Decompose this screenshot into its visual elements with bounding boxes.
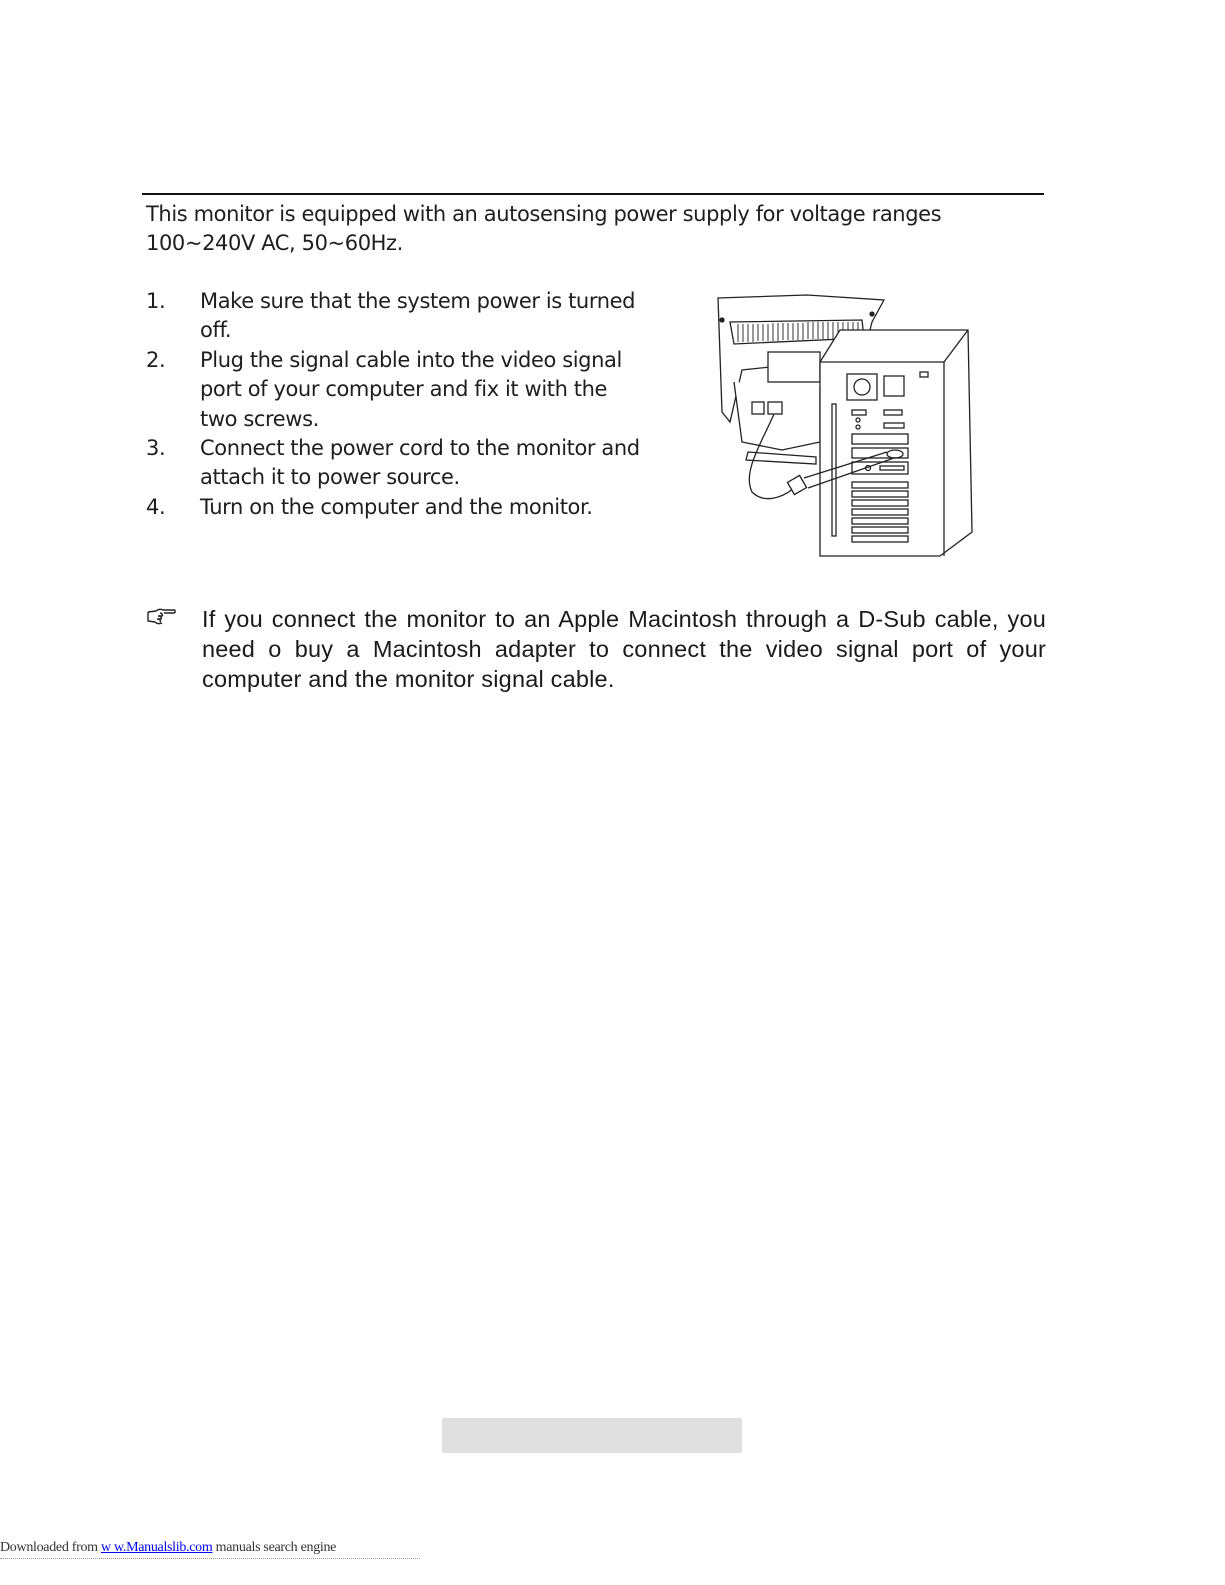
step-item-3 <box>146 434 646 493</box>
footer-prefix: Downloaded from <box>0 1540 101 1555</box>
intro-paragraph <box>146 200 1026 258</box>
step-item-4 <box>146 493 646 522</box>
footer-dotted-rule <box>0 1558 420 1559</box>
setup-steps-list <box>146 287 646 522</box>
intro-line-2: 100~240V AC, 50~60Hz. <box>146 231 403 255</box>
download-footer <box>0 1540 336 1556</box>
footer-suffix: manuals search engine <box>212 1540 337 1555</box>
step-number: 4. <box>146 494 166 519</box>
intro-line-1: This monitor is equipped with an autosensing power supply for voltage ranges <box>146 202 942 226</box>
step-number: 2. <box>146 347 166 372</box>
page-number-box <box>442 1418 742 1453</box>
step-text: Plug the signal cable into the video signal port of your computer and fix it with the two screws. <box>200 347 622 431</box>
step-text: Connect the power cord to the monitor and attach it to power source. <box>200 436 640 490</box>
monitor-computer-connection-illustration <box>712 292 982 560</box>
macintosh-note <box>146 604 1046 694</box>
note-text: If you connect the monitor to an Apple Macintosh through a D-Sub cable, you need o buy a Macintosh adapter to connect the video signal port of your computer and the monitor signal cable. <box>202 606 1046 692</box>
manualslib-link[interactable]: w w.Manualslib.com <box>100 1540 213 1555</box>
step-item-2 <box>146 346 646 434</box>
pointing-hand-icon <box>146 606 176 628</box>
step-item-1 <box>146 287 646 346</box>
step-number: 1. <box>146 289 166 313</box>
step-number: 3. <box>146 436 166 461</box>
step-text: Make sure that the system power is turned off. <box>200 289 636 343</box>
header-rule <box>142 193 1044 195</box>
step-text: Turn on the computer and the monitor. <box>200 494 593 519</box>
